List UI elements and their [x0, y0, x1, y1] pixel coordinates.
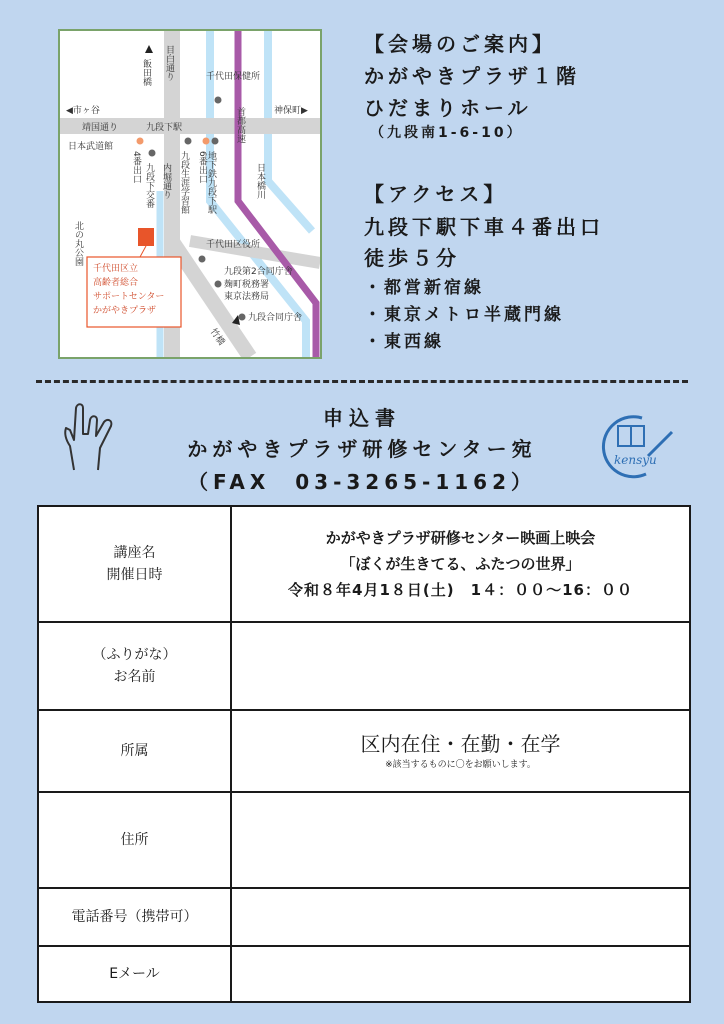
poi-dot — [215, 281, 222, 288]
label-shogai: 九段生涯学習館 — [179, 151, 189, 214]
email-field[interactable] — [232, 947, 689, 1001]
affiliation-options[interactable]: 区内在住・在勤・在学 — [360, 732, 561, 756]
label-uchibori: 内堀通り — [161, 163, 171, 199]
exit4-dot — [137, 138, 144, 145]
poi-dot — [212, 138, 219, 145]
label-shuto: 首都高速 — [235, 107, 245, 143]
label-iidabashi: 飯田橋 — [141, 59, 151, 86]
venue-building: かがやきプラザ１階 — [364, 64, 580, 88]
label-kudanshita-eki: 九段下駅 — [146, 123, 183, 133]
row-label — [39, 889, 232, 945]
address-field[interactable] — [232, 793, 689, 887]
label-text: 所属 — [120, 743, 149, 759]
phone-field[interactable] — [232, 889, 689, 945]
facility-line-3: サポートセンター — [93, 292, 165, 302]
label-exit6: 6番出口 — [197, 151, 207, 184]
row-label — [39, 623, 232, 709]
access-walk: 徒歩５分 — [364, 246, 460, 270]
map-drawing — [60, 31, 320, 357]
label-text: （ふりがな） — [92, 647, 177, 663]
course-info — [232, 507, 689, 621]
table-row — [39, 793, 689, 889]
course-name: かがやきプラザ研修センター映画上映会 — [325, 529, 596, 547]
logo-text: kensyu — [614, 453, 657, 467]
facility-line-4: かがやきプラザ — [93, 306, 157, 316]
kensyu-logo — [598, 412, 678, 480]
label-text: 開催日時 — [106, 567, 163, 583]
label-chikatetsu: 地下鉄九段下駅 — [206, 151, 216, 214]
venue-address: （九段南1-6-10） — [370, 125, 524, 141]
access-route: 九段下駅下車４番出口 — [364, 215, 604, 239]
poi-dot — [199, 256, 206, 263]
film-title: 「ぼくが生きてる、ふたつの世界」 — [340, 555, 581, 573]
label-homu: 東京法務局 — [224, 292, 270, 302]
line-item: ・東京メトロ半蔵門線 — [364, 305, 564, 325]
affiliation-note: ※該当するものに〇をお願いします。 — [385, 760, 536, 770]
table-row — [39, 711, 689, 793]
line-item: ・東西線 — [364, 332, 444, 352]
facility-leader — [140, 246, 146, 257]
label-budokan: 日本武道館 — [68, 142, 114, 152]
venue-heading: 【会場のご案内】 — [364, 32, 556, 56]
label-koban: 九段下交番 — [144, 163, 154, 208]
cut-line — [36, 380, 688, 383]
label-ichigaya: ◀市ヶ谷 — [66, 106, 100, 116]
name-field[interactable] — [232, 623, 689, 709]
facility-line-1: 千代田区立 — [93, 264, 139, 274]
form-fax: （FAX 03-3265-1162） — [187, 470, 537, 494]
arrow-up-icon — [145, 45, 153, 53]
form-title: 申込書 — [323, 406, 401, 430]
label-text: 住所 — [120, 832, 149, 848]
poi-dot — [149, 150, 156, 157]
facility-line-2: 高齢者総合 — [93, 278, 139, 288]
table-row — [39, 623, 689, 711]
row-label — [39, 507, 232, 621]
label-yasukuni: 靖国通り — [82, 123, 119, 133]
row-label — [39, 947, 232, 1001]
row-label — [39, 793, 232, 887]
row-label — [39, 711, 232, 791]
label-text: 講座名 — [113, 545, 156, 561]
access-heading: 【アクセス】 — [364, 182, 508, 206]
label-kuyakusho: 千代田区役所 — [206, 240, 261, 250]
form-recipient: かがやきプラザ研修センター宛 — [187, 437, 537, 461]
line-item: ・都営新宿線 — [364, 278, 484, 298]
exit6-dot — [203, 138, 210, 145]
label-mejiro: 目白通り — [164, 45, 174, 81]
access-map — [58, 29, 322, 359]
poi-dot — [239, 314, 246, 321]
event-datetime: 令和８年4月1８日(土) 1４：００～16：００ — [288, 581, 633, 599]
facility-marker — [138, 228, 154, 246]
table-row — [39, 507, 689, 623]
label-exit4: 4番出口 — [131, 151, 141, 184]
label-kojimachi: 麹町税務署 — [224, 280, 270, 290]
application-form-table — [37, 505, 691, 1003]
label-text: Eメール — [109, 966, 160, 982]
label-text: お名前 — [113, 669, 156, 685]
label-takebashi: 竹橋 — [207, 326, 227, 348]
label-chiyoda-hoken: 千代田保健所 — [206, 72, 261, 82]
label-kudan-godo: 九段合同庁舎 — [248, 313, 303, 323]
poi-dot — [185, 138, 192, 145]
venue-hall: ひだまりホール — [364, 96, 532, 120]
label-dai2-godo: 九段第2合同庁舎 — [224, 267, 293, 277]
label-text: 電話番号（携帯可） — [71, 909, 198, 925]
label-jimbocho: 神保町▶ — [274, 106, 308, 116]
table-row — [39, 947, 689, 1001]
label-nihonbashi: 日本橋川 — [255, 163, 265, 199]
poi-dot — [215, 97, 222, 104]
affiliation-field[interactable] — [232, 711, 689, 791]
table-row — [39, 889, 689, 947]
label-kitanomaru: 北の丸公園 — [73, 221, 83, 266]
